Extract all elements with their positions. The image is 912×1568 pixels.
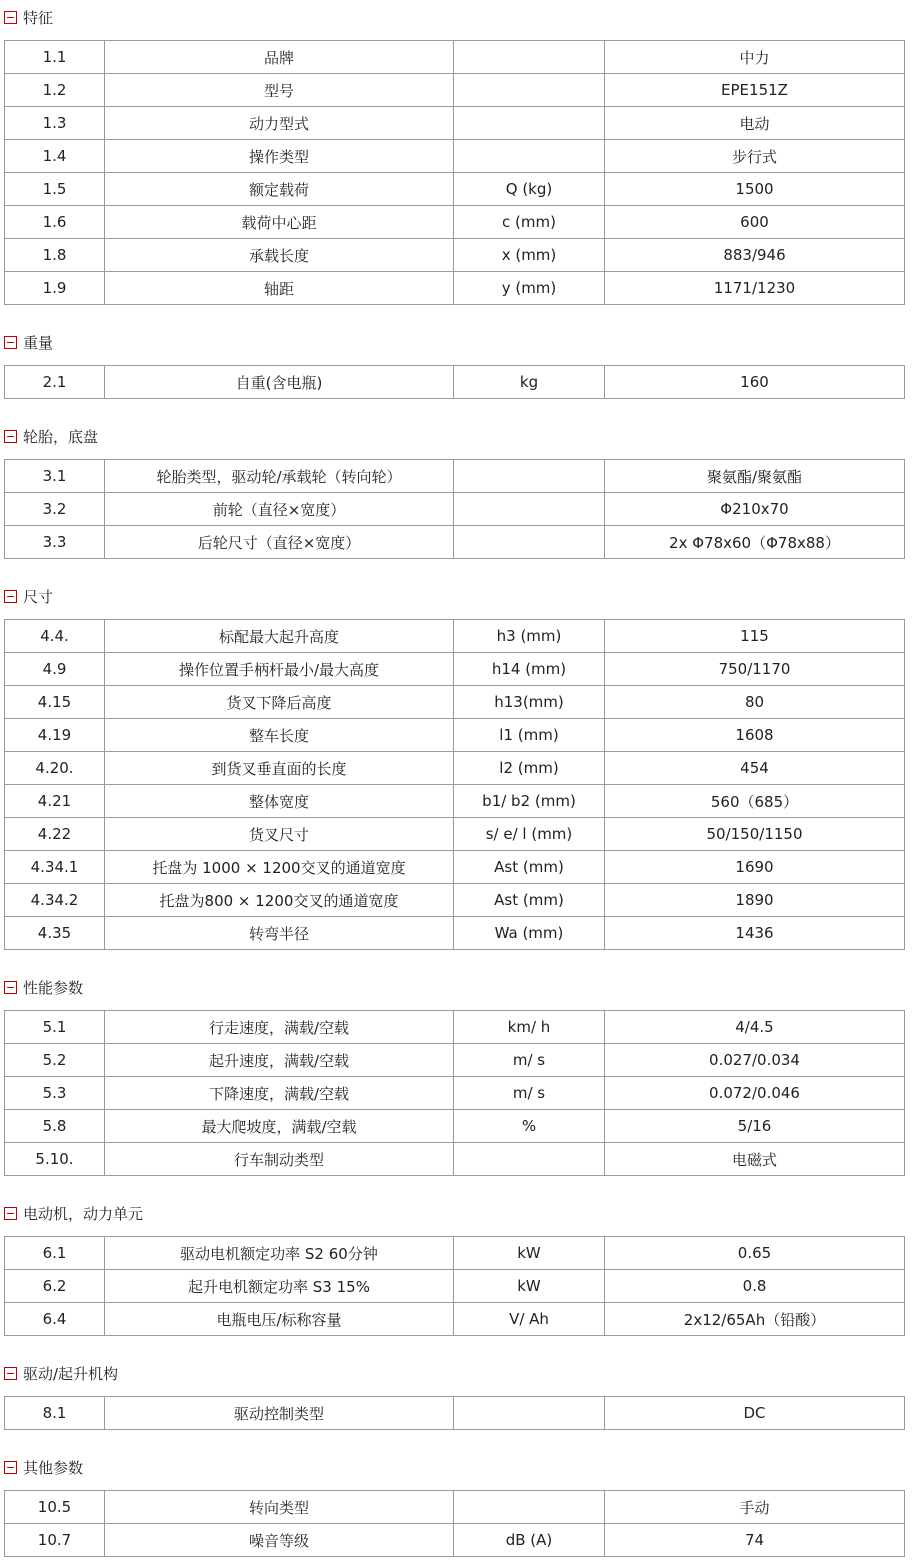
cell-index: 4.22: [5, 818, 105, 851]
cell-index: 4.20.: [5, 752, 105, 785]
table-row: [5, 752, 905, 785]
table-row: [5, 653, 905, 686]
cell-index: 4.19: [5, 719, 105, 752]
cell-value: Φ210x70: [605, 493, 905, 526]
cell-value: 0.027/0.034: [605, 1044, 905, 1077]
cell-value: 1171/1230: [605, 272, 905, 305]
cell-unit: [454, 526, 605, 559]
cell-value: 1500: [605, 173, 905, 206]
cell-unit: %: [454, 1110, 605, 1143]
cell-index: 6.4: [5, 1303, 105, 1336]
cell-unit: m/ s: [454, 1077, 605, 1110]
table-row: [5, 107, 905, 140]
table-row: [5, 173, 905, 206]
cell-index: 8.1: [5, 1397, 105, 1430]
cell-unit: [454, 1397, 605, 1430]
cell-value: 1608: [605, 719, 905, 752]
table-row: [5, 272, 905, 305]
cell-index: 10.7: [5, 1524, 105, 1557]
cell-unit: kW: [454, 1237, 605, 1270]
cell-item: 型号: [105, 74, 454, 107]
cell-item: 噪音等级: [105, 1524, 454, 1557]
cell-index: 5.10.: [5, 1143, 105, 1176]
cell-index: 1.8: [5, 239, 105, 272]
table-row: [5, 1270, 905, 1303]
spec-table: [4, 459, 905, 559]
cell-unit: Ast (mm): [454, 884, 605, 917]
cell-unit: km/ h: [454, 1011, 605, 1044]
collapse-icon[interactable]: [4, 1461, 17, 1474]
section-title: 尺寸: [23, 587, 54, 606]
cell-value: 0.65: [605, 1237, 905, 1270]
collapse-icon[interactable]: [4, 11, 17, 24]
cell-item: 承载长度: [105, 239, 454, 272]
cell-unit: [454, 74, 605, 107]
spec-table: [4, 1490, 905, 1557]
cell-value: 80: [605, 686, 905, 719]
table-row: [5, 460, 905, 493]
section-title: 电动机，动力单元: [23, 1204, 144, 1223]
cell-value: 600: [605, 206, 905, 239]
cell-value: 手动: [605, 1491, 905, 1524]
cell-unit: [454, 41, 605, 74]
section-title: 其他参数: [23, 1458, 84, 1477]
spec-table: [4, 1010, 905, 1176]
cell-item: 驱动电机额定功率 S2 60分钟: [105, 1237, 454, 1270]
section-title: 轮胎，底盘: [23, 427, 99, 446]
section-title: 驱动/起升机构: [23, 1364, 119, 1383]
cell-item: 操作类型: [105, 140, 454, 173]
cell-unit: dB (A): [454, 1524, 605, 1557]
table-row: [5, 1011, 905, 1044]
table-row: [5, 620, 905, 653]
spec-table: [4, 619, 905, 950]
cell-item: 轮胎类型，驱动轮/承载轮（转向轮）: [105, 460, 454, 493]
cell-index: 4.34.1: [5, 851, 105, 884]
section-header[interactable]: [4, 586, 53, 606]
cell-item: 下降速度，满载/空载: [105, 1077, 454, 1110]
cell-value: 2x Φ78x60（Φ78x88）: [605, 526, 905, 559]
cell-index: 2.1: [5, 366, 105, 399]
cell-unit: [454, 1491, 605, 1524]
cell-unit: kg: [454, 366, 605, 399]
cell-item: 货叉下降后高度: [105, 686, 454, 719]
cell-value: 0.072/0.046: [605, 1077, 905, 1110]
cell-index: 5.3: [5, 1077, 105, 1110]
cell-index: 1.6: [5, 206, 105, 239]
cell-index: 1.1: [5, 41, 105, 74]
spec-table: [4, 40, 905, 305]
cell-unit: s/ e/ l (mm): [454, 818, 605, 851]
cell-item: 托盘为 1000 × 1200交叉的通道宽度: [105, 851, 454, 884]
spec-table: [4, 365, 905, 399]
cell-value: DC: [605, 1397, 905, 1430]
collapse-icon[interactable]: [4, 590, 17, 603]
cell-index: 5.1: [5, 1011, 105, 1044]
cell-value: 电磁式: [605, 1143, 905, 1176]
cell-item: 品牌: [105, 41, 454, 74]
cell-index: 5.2: [5, 1044, 105, 1077]
table-row: [5, 917, 905, 950]
cell-index: 1.4: [5, 140, 105, 173]
table-row: [5, 1524, 905, 1557]
cell-item: 到货叉垂直面的长度: [105, 752, 454, 785]
cell-value: 5/16: [605, 1110, 905, 1143]
cell-item: 货叉尺寸: [105, 818, 454, 851]
table-row: [5, 140, 905, 173]
table-row: [5, 1303, 905, 1336]
cell-unit: Q (kg): [454, 173, 605, 206]
table-row: [5, 719, 905, 752]
table-row: [5, 1110, 905, 1143]
section-header[interactable]: [4, 426, 98, 446]
cell-index: 4.15: [5, 686, 105, 719]
cell-index: 4.21: [5, 785, 105, 818]
cell-index: 5.8: [5, 1110, 105, 1143]
cell-value: 0.8: [605, 1270, 905, 1303]
table-row: [5, 1143, 905, 1176]
cell-value: 聚氨酯/聚氨酯: [605, 460, 905, 493]
table-row: [5, 526, 905, 559]
cell-value: 883/946: [605, 239, 905, 272]
table-row: [5, 686, 905, 719]
cell-index: 1.9: [5, 272, 105, 305]
cell-item: 最大爬坡度，满载/空载: [105, 1110, 454, 1143]
cell-index: 10.5: [5, 1491, 105, 1524]
cell-unit: Wa (mm): [454, 917, 605, 950]
cell-unit: kW: [454, 1270, 605, 1303]
section-title: 特征: [23, 8, 54, 27]
cell-item: 驱动控制类型: [105, 1397, 454, 1430]
cell-value: 750/1170: [605, 653, 905, 686]
collapse-icon[interactable]: [4, 1367, 17, 1380]
cell-index: 3.1: [5, 460, 105, 493]
section-header[interactable]: [4, 977, 83, 997]
cell-index: 1.3: [5, 107, 105, 140]
cell-value: 1890: [605, 884, 905, 917]
table-row: [5, 239, 905, 272]
cell-value: 电动: [605, 107, 905, 140]
cell-unit: [454, 493, 605, 526]
cell-item: 动力型式: [105, 107, 454, 140]
cell-value: EPE151Z: [605, 74, 905, 107]
cell-item: 后轮尺寸（直径×宽度）: [105, 526, 454, 559]
cell-index: 4.35: [5, 917, 105, 950]
cell-value: 50/150/1150: [605, 818, 905, 851]
table-row: [5, 884, 905, 917]
cell-index: 4.4.: [5, 620, 105, 653]
section-header[interactable]: [4, 7, 53, 27]
cell-index: 4.34.2: [5, 884, 105, 917]
cell-unit: V/ Ah: [454, 1303, 605, 1336]
cell-index: 3.2: [5, 493, 105, 526]
cell-index: 3.3: [5, 526, 105, 559]
section-header[interactable]: [4, 332, 53, 352]
cell-index: 1.5: [5, 173, 105, 206]
cell-unit: [454, 1143, 605, 1176]
cell-index: 6.2: [5, 1270, 105, 1303]
cell-value: 560（685）: [605, 785, 905, 818]
cell-unit: [454, 460, 605, 493]
table-row: [5, 851, 905, 884]
collapse-icon[interactable]: [4, 336, 17, 349]
cell-value: 中力: [605, 41, 905, 74]
cell-value: 74: [605, 1524, 905, 1557]
table-row: [5, 74, 905, 107]
cell-item: 前轮（直径×宽度）: [105, 493, 454, 526]
table-row: [5, 1397, 905, 1430]
table-row: [5, 1044, 905, 1077]
cell-item: 转向类型: [105, 1491, 454, 1524]
table-row: [5, 785, 905, 818]
cell-item: 起升速度，满载/空载: [105, 1044, 454, 1077]
cell-unit: h3 (mm): [454, 620, 605, 653]
cell-unit: l1 (mm): [454, 719, 605, 752]
cell-item: 电瓶电压/标称容量: [105, 1303, 454, 1336]
cell-item: 行走速度，满载/空载: [105, 1011, 454, 1044]
cell-index: 4.9: [5, 653, 105, 686]
cell-item: 起升电机额定功率 S3 15%: [105, 1270, 454, 1303]
cell-value: 160: [605, 366, 905, 399]
table-row: [5, 41, 905, 74]
table-row: [5, 206, 905, 239]
cell-value: 1436: [605, 917, 905, 950]
table-row: [5, 1491, 905, 1524]
table-row: [5, 818, 905, 851]
cell-item: 自重(含电瓶): [105, 366, 454, 399]
cell-unit: [454, 140, 605, 173]
cell-item: 托盘为800 × 1200交叉的通道宽度: [105, 884, 454, 917]
cell-unit: l2 (mm): [454, 752, 605, 785]
section-header[interactable]: [4, 1203, 143, 1223]
collapse-icon[interactable]: [4, 1207, 17, 1220]
cell-item: 整体宽度: [105, 785, 454, 818]
collapse-icon[interactable]: [4, 981, 17, 994]
cell-unit: m/ s: [454, 1044, 605, 1077]
cell-value: 1690: [605, 851, 905, 884]
cell-value: 454: [605, 752, 905, 785]
cell-index: 1.2: [5, 74, 105, 107]
cell-index: 6.1: [5, 1237, 105, 1270]
cell-unit: b1/ b2 (mm): [454, 785, 605, 818]
cell-unit: [454, 107, 605, 140]
cell-item: 行车制动类型: [105, 1143, 454, 1176]
cell-unit: h13(mm): [454, 686, 605, 719]
cell-item: 载荷中心距: [105, 206, 454, 239]
section-title: 重量: [23, 333, 54, 352]
table-row: [5, 493, 905, 526]
cell-unit: y (mm): [454, 272, 605, 305]
spec-table: [4, 1396, 905, 1430]
table-row: [5, 1237, 905, 1270]
cell-value: 115: [605, 620, 905, 653]
cell-unit: c (mm): [454, 206, 605, 239]
cell-value: 2x12/65Ah（铅酸）: [605, 1303, 905, 1336]
cell-value: 步行式: [605, 140, 905, 173]
table-row: [5, 1077, 905, 1110]
cell-item: 轴距: [105, 272, 454, 305]
section-header[interactable]: [4, 1363, 118, 1383]
cell-item: 额定载荷: [105, 173, 454, 206]
section-header[interactable]: [4, 1457, 83, 1477]
cell-unit: h14 (mm): [454, 653, 605, 686]
cell-item: 转弯半径: [105, 917, 454, 950]
section-title: 性能参数: [23, 978, 84, 997]
cell-item: 操作位置手柄杆最小/最大高度: [105, 653, 454, 686]
cell-unit: Ast (mm): [454, 851, 605, 884]
collapse-icon[interactable]: [4, 430, 17, 443]
cell-item: 整车长度: [105, 719, 454, 752]
spec-table: [4, 1236, 905, 1336]
cell-unit: x (mm): [454, 239, 605, 272]
cell-value: 4/4.5: [605, 1011, 905, 1044]
cell-item: 标配最大起升高度: [105, 620, 454, 653]
table-row: [5, 366, 905, 399]
